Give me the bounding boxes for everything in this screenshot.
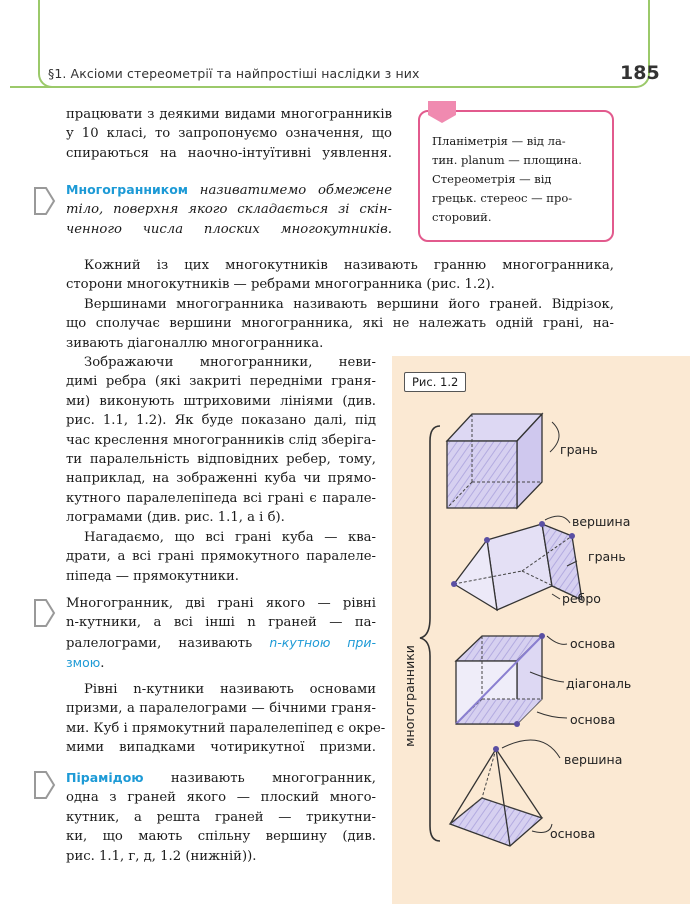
cube-figure bbox=[447, 414, 598, 508]
parallelepiped-figure bbox=[456, 633, 631, 727]
definition-marker-icon bbox=[34, 186, 56, 216]
label-edge: ребро bbox=[562, 591, 601, 606]
term-polyhedron: Многогранником bbox=[66, 182, 189, 197]
paragraph-cube-faces: Нагадаємо, що всі грані куба — ква- драти, а всі грані прямокутного паралеле- піпеда — прямокутники. bbox=[66, 530, 376, 584]
label-base-2: основа bbox=[570, 712, 616, 727]
paragraph-prism-bases: Рівні n-кутники називають основами призми, а паралелограми — бічними граня- ми. Куб і прямокутний паралелепіпед є окре- мими випадками чотирикутної призми. bbox=[66, 682, 386, 756]
brace-label: многогранники bbox=[402, 645, 417, 747]
intro-paragraph: працювати з деякими видами многогранників у 10 класі, то запропонуємо означення, що спираються на наочно-інтуїтивні уявлення. bbox=[66, 107, 392, 161]
definition-pyramid: Пірамідою називають многогранник, одна з граней якого — плоский много- кутник, а решта граней — трикутни- ки, що мають спільну вершину (див. рис. 1.1, г, д, 1.2 (нижній)). bbox=[66, 770, 376, 864]
definition-marker-icon bbox=[34, 598, 56, 628]
paragraph-faces-edges: Кожний із цих многокутників називають гранню многогранника, сторони многокутників — ребрами многогранника (рис. 1.2). Вершинами многогранника називають вершини його граней. Відрізок, що сполучає вершини многогранника, які не належать одній грані, на- зивають діагоналлю многогранника. bbox=[66, 258, 614, 351]
term-prism: n-кутною при- bbox=[269, 634, 376, 650]
label-base-1: основа bbox=[570, 636, 616, 651]
header-rule bbox=[10, 86, 620, 88]
figure-polyhedra bbox=[392, 356, 690, 904]
definition-marker-icon bbox=[34, 770, 56, 800]
definition-polyhedron: Многогранником називатимемо обмежене тіло, поверхня якого складається зі скін- ченного числа плоских многокутників. bbox=[66, 182, 392, 237]
definition-prism: Многогранник, дві грані якого — рівні n-кутники, а всі інші n граней — па- ралелограми, називають n-кутною при- змою. bbox=[66, 596, 376, 672]
label-face-1: грань bbox=[560, 442, 598, 457]
page-number: 185 bbox=[620, 62, 660, 84]
prism-figure bbox=[451, 514, 630, 610]
label-vertex-1: вершина bbox=[572, 514, 631, 529]
term-pyramid: Пірамідою bbox=[66, 770, 144, 785]
side-note-text: Планіметрія — від ла- тин. planum — площина. Стереометрія — від грецьк. стереос — про- сторовий. bbox=[432, 134, 582, 224]
brace-icon bbox=[420, 426, 440, 841]
label-vertex-2: вершина bbox=[564, 752, 623, 767]
label-face-2: грань bbox=[588, 549, 626, 564]
paragraph-drawing: Зображаючи многогранники, неви- димі ребра (які закриті передніми граня- ми) виконують штриховими лініями (див. рис. 1.1, 1.2). Як буде показано далі, під час креслення многогранників слід зберіга- ти паралельність відповідних ребер, тому, наприклад, на зображенні куба чи прямо- кутного паралелепіпеда всі грані є парале- лограмами (див. рис. 1.1, а і б). bbox=[66, 355, 376, 526]
pyramid-figure bbox=[450, 740, 622, 846]
figure-caption: Рис. 1.2 bbox=[404, 372, 466, 392]
label-base-3: основа bbox=[550, 826, 596, 841]
section-title: §1. Аксіоми стереометрії та найпростіші наслідки з них bbox=[48, 66, 420, 81]
label-diagonal: діагональ bbox=[566, 676, 632, 691]
note-tab-icon bbox=[428, 101, 456, 123]
